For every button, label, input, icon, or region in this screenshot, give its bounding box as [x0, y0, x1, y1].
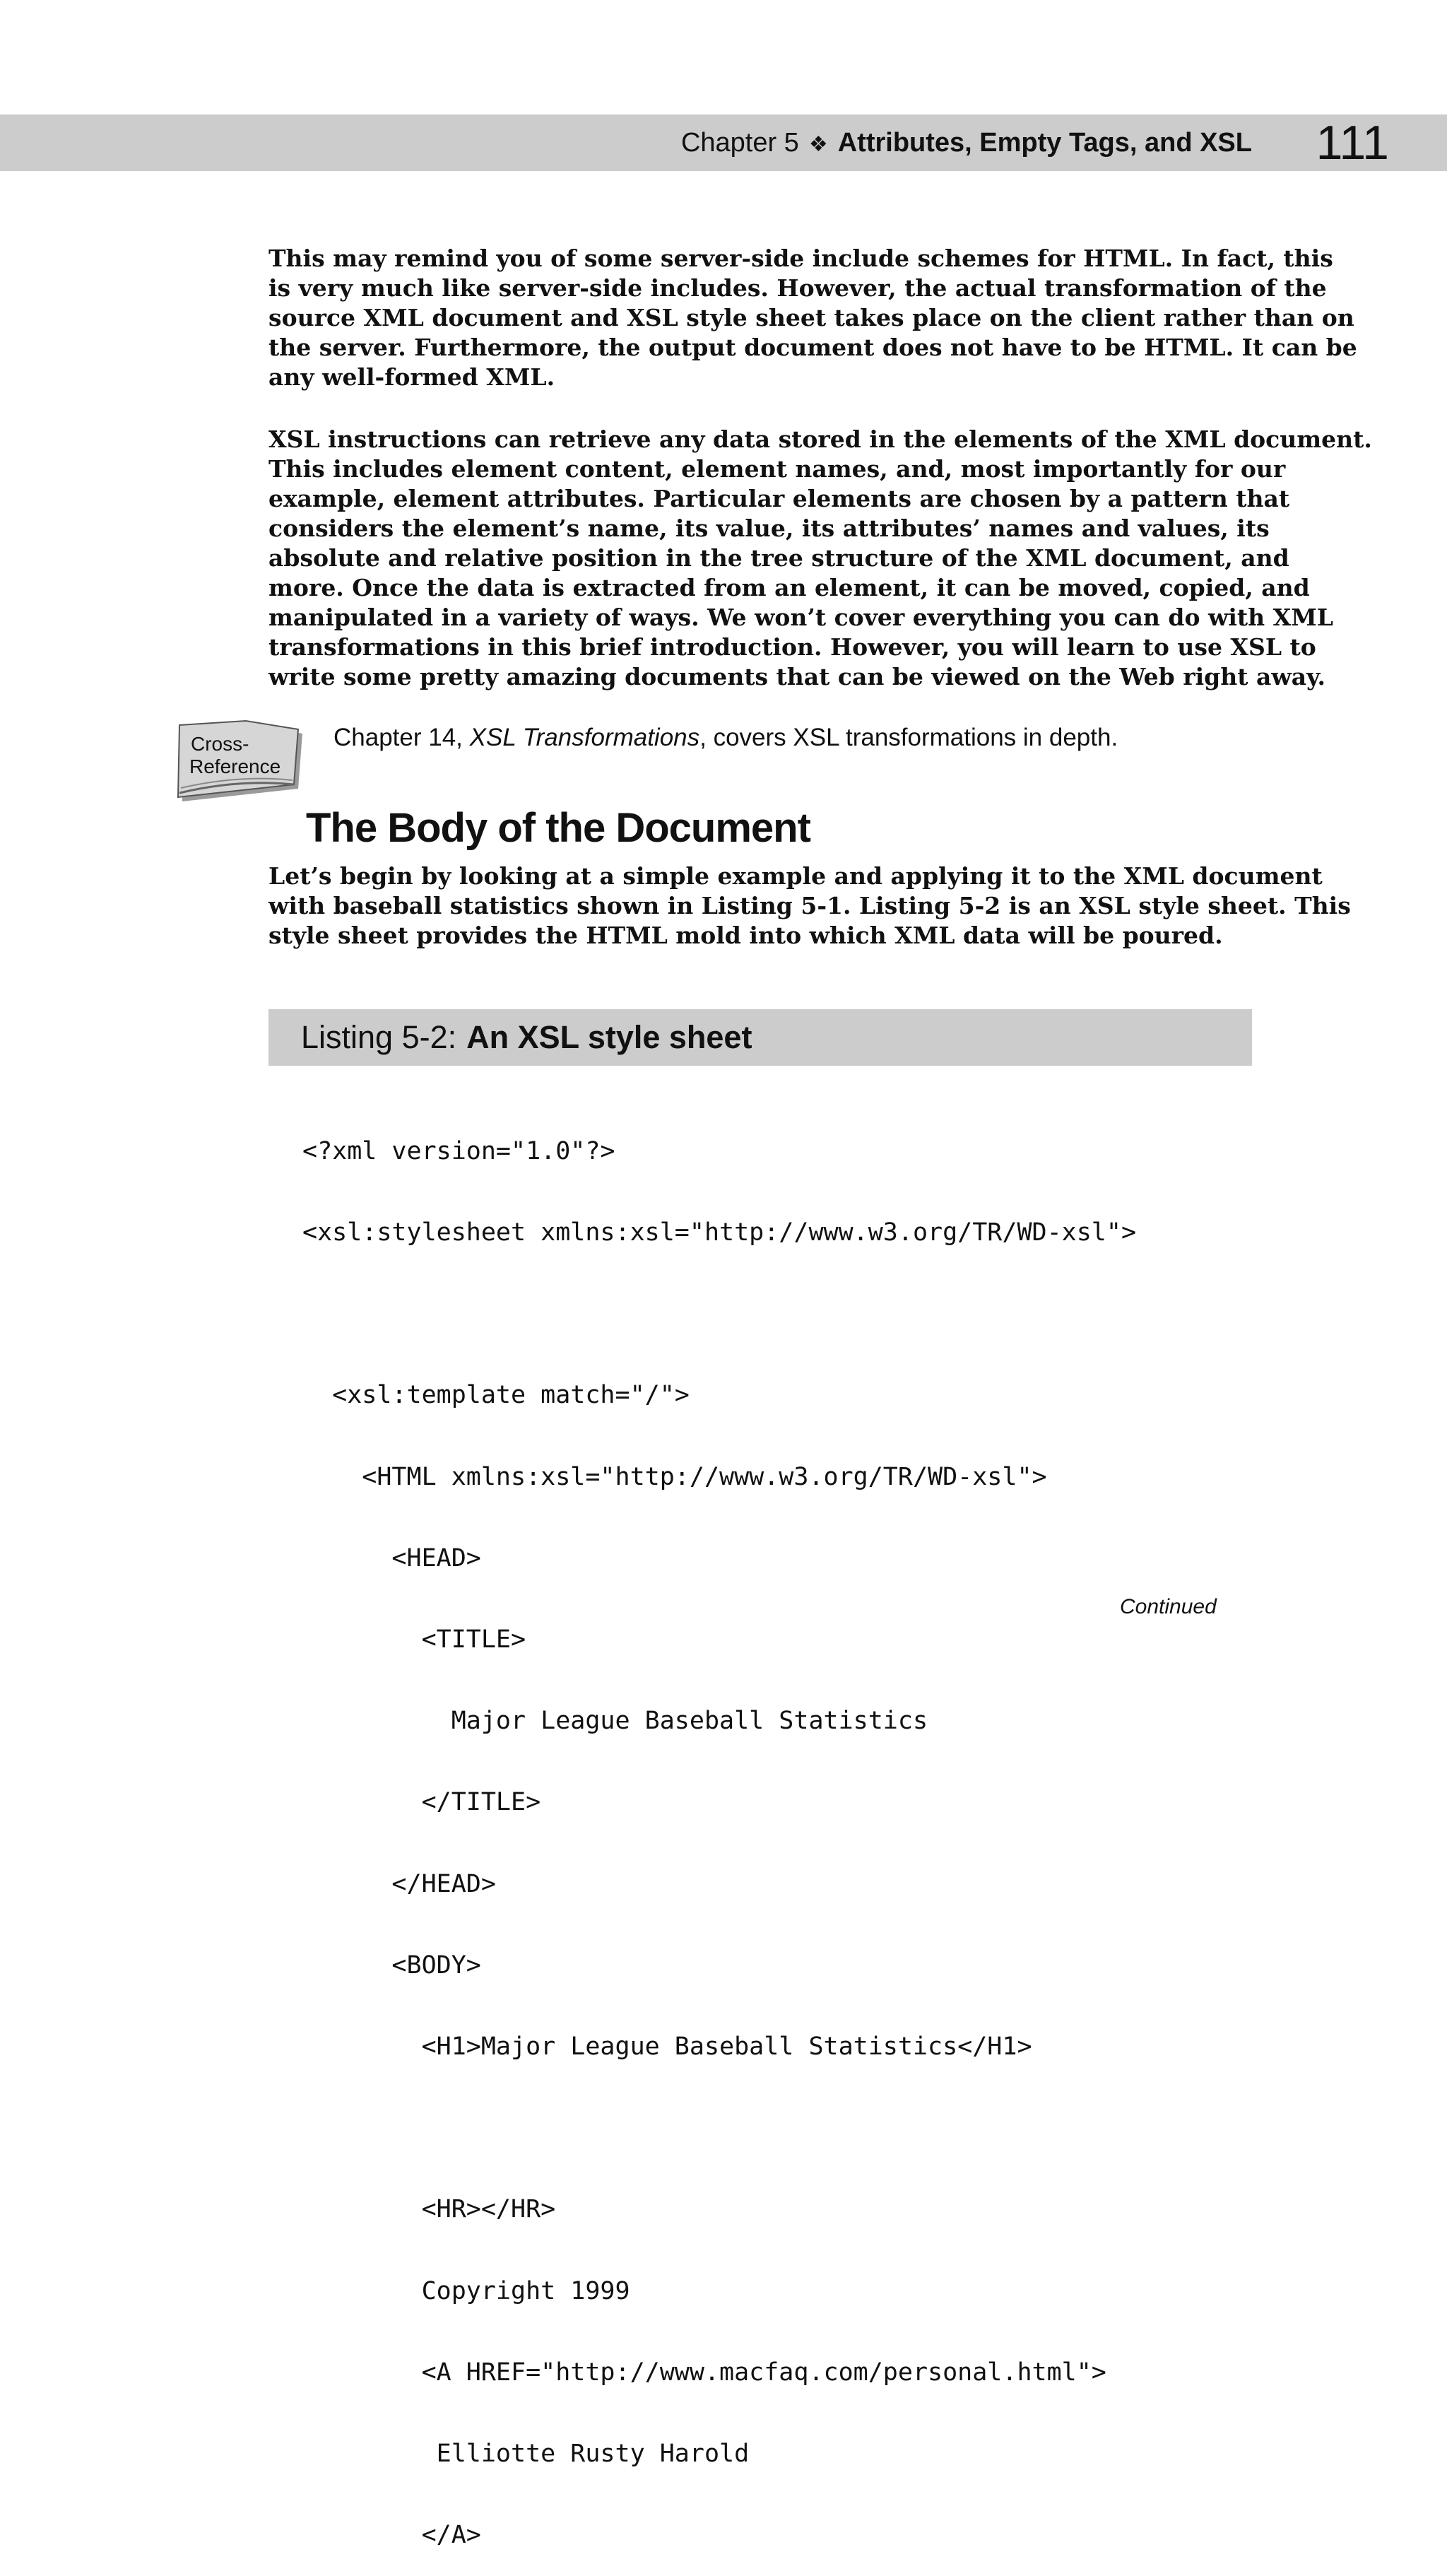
code-line: <A HREF="http://www.macfaq.com/personal.html"> — [302, 2358, 1106, 2387]
paragraph-line: with baseball statistics shown in Listing 5-1. Listing 5-2 is an XSL style sheet. This — [268, 892, 1351, 919]
listing-caption — [301, 1009, 752, 1066]
paragraph-line: This may remind you of some server-side include schemes for HTML. In fact, this — [268, 245, 1333, 272]
paragraph-1 — [268, 244, 1357, 392]
code-line: </A> — [302, 2521, 481, 2550]
paragraph-line: more. Once the data is extracted from an element, it can be moved, copied, and — [268, 574, 1310, 601]
code-line: <HEAD> — [302, 1543, 481, 1572]
paragraph-line: Let’s begin by looking at a simple example and applying it to the XML document — [268, 862, 1323, 890]
section-heading: The Body of the Document — [306, 805, 810, 851]
paragraph-line: write some pretty amazing documents that can be viewed on the Web right away. — [268, 663, 1326, 690]
code-line: Major League Baseball Statistics — [302, 1707, 928, 1736]
code-line: <BODY> — [302, 1951, 481, 1980]
code-line: <HTML xmlns:xsl="http://www.w3.org/TR/WD-xsl"> — [302, 1462, 1047, 1491]
paragraph-line: This includes element content, element names, and, most importantly for our — [268, 455, 1286, 483]
code-line: <xsl:template match="/"> — [302, 1381, 690, 1410]
paragraph-line: any well-formed XML. — [268, 363, 555, 391]
paragraph-line: absolute and relative position in the tree structure of the XML document, and — [268, 544, 1289, 572]
continued-label: Continued — [1120, 1595, 1217, 1618]
code-line: <?xml version="1.0"?> — [302, 1136, 615, 1165]
listing-label: Listing 5-2: — [301, 1019, 457, 1055]
cross-ref-text-after: , covers XSL transformations in depth. — [699, 724, 1118, 751]
paragraph-line: source XML document and XSL style sheet takes place on the client rather than on — [268, 304, 1354, 331]
paragraph-2 — [268, 425, 1372, 692]
paragraph-line: manipulated in a variety of ways. We won’t cover everything you can do with XML — [268, 604, 1333, 631]
code-line: Copyright 1999 — [302, 2276, 630, 2305]
code-listing — [302, 1083, 1136, 2576]
cross-reference-note — [333, 724, 1118, 752]
code-line: </TITLE> — [302, 1788, 541, 1817]
paragraph-line: is very much like server-side includes. However, the actual transformation of the — [268, 274, 1327, 302]
cross-ref-text-before: Chapter 14, — [333, 724, 470, 751]
badge-line-1: Cross- — [191, 733, 249, 755]
paragraph-line: transformations in this brief introduction. However, you will learn to use XSL to — [268, 633, 1316, 661]
cross-ref-chapter-title: XSL Transformations — [469, 724, 700, 751]
code-line: <xsl:stylesheet xmlns:xsl="http://www.w3.org/TR/WD-xsl"> — [302, 1218, 1137, 1247]
listing-title: An XSL style sheet — [466, 1019, 752, 1055]
page-number: 111 — [1316, 116, 1389, 170]
paragraph-line: the server. Furthermore, the output document does not have to be HTML. It can be — [268, 334, 1357, 361]
badge-line-2: Reference — [189, 755, 281, 777]
running-header — [0, 114, 1447, 171]
open-book-icon — [177, 719, 307, 804]
chapter-title: Attributes, Empty Tags, and XSL — [837, 128, 1252, 158]
running-header-chapter — [681, 114, 1252, 171]
code-line: <HR></HR> — [302, 2195, 556, 2224]
paragraph-line: style sheet provides the HTML mold into which XML data will be poured. — [268, 922, 1223, 949]
diamond-bullet-icon: ❖ — [808, 133, 828, 156]
code-line — [302, 1300, 1136, 1327]
code-line: <TITLE> — [302, 1625, 526, 1654]
chapter-label: Chapter 5 — [680, 128, 799, 158]
paragraph-3 — [268, 861, 1351, 951]
paragraph-line: considers the element’s name, its value, its attributes’ names and values, its — [268, 514, 1270, 542]
code-line: Elliotte Rusty Harold — [302, 2440, 750, 2469]
listing-caption-bar — [268, 1009, 1252, 1066]
paragraph-line: XSL instructions can retrieve any data stored in the elements of the XML document. — [268, 425, 1372, 453]
code-line: <H1>Major League Baseball Statistics</H1> — [302, 2033, 1032, 2062]
code-line: </HEAD> — [302, 1869, 496, 1898]
paragraph-line: example, element attributes. Particular elements are chosen by a pattern that — [268, 485, 1290, 512]
code-line — [302, 2115, 1136, 2141]
